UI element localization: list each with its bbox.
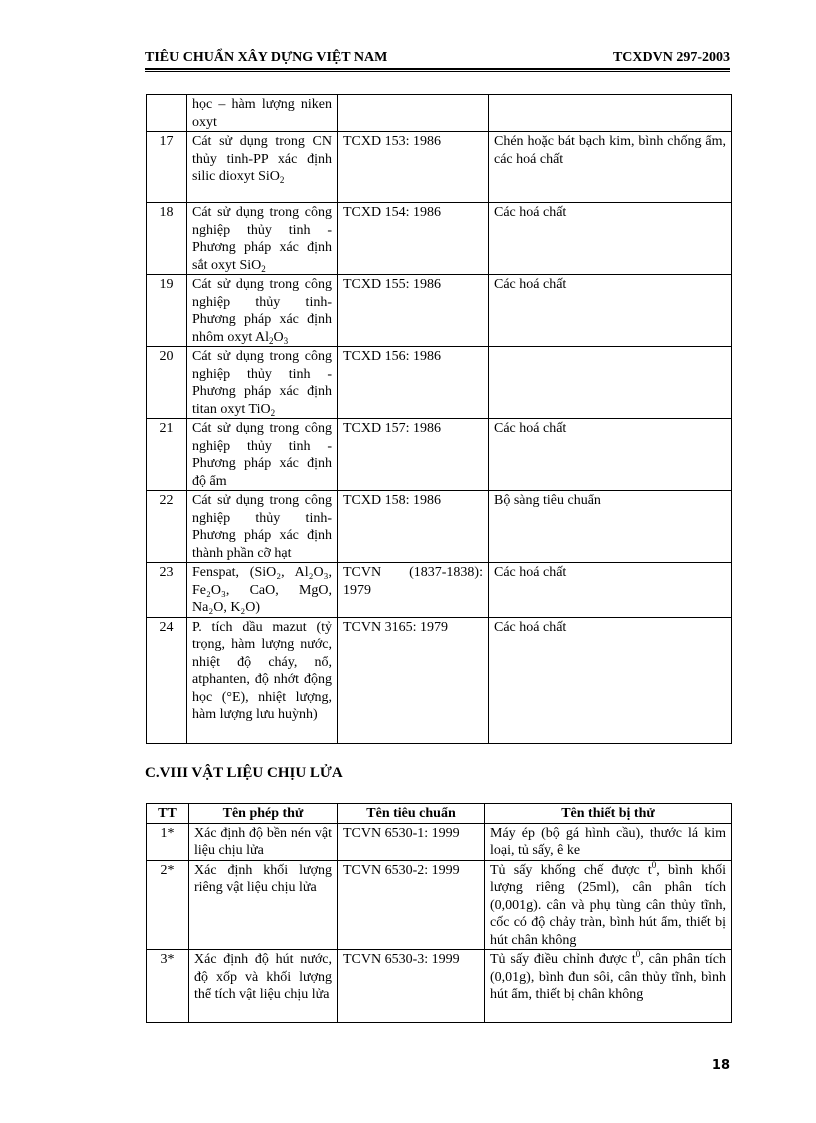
table-row <box>147 347 732 419</box>
standard-name <box>338 95 489 132</box>
column-header-tt: TT <box>147 804 189 824</box>
row-number <box>147 95 187 132</box>
row-number: 3* <box>147 950 189 1023</box>
table-row <box>147 132 732 203</box>
equipment <box>489 347 732 419</box>
equipment: Tủ sấy điều chỉnh được $t^0$, cân phân tích (0,01g), bình đun sôi, cân thủy tĩnh, bình hút ẩm, thiết bị chân không <box>485 950 732 1023</box>
row-number: 22 <box>147 491 187 563</box>
equipment <box>489 95 732 132</box>
test-name: học – hàm lượng niken oxyt <box>187 95 338 132</box>
test-name: Cát sử dụng trong công nghiệp thủy tinh - Phương pháp xác định titan oxyt TiO$_2$ <box>187 347 338 419</box>
equipment: Các hoá chất <box>489 203 732 275</box>
row-number: 24 <box>147 617 187 743</box>
standard-name: TCVN 6530-2: 1999 <box>338 860 485 950</box>
table-row <box>147 95 732 132</box>
equipment: Bộ sàng tiêu chuẩn <box>489 491 732 563</box>
row-number: 17 <box>147 132 187 203</box>
header-code: TCXDVN 297-2003 <box>612 50 730 65</box>
equipment: Các hoá chất <box>489 419 732 491</box>
test-name: Cát sử dụng trong công nghiệp thủy tinh - Phương pháp xác định sắt oxyt SiO$_2$ <box>187 203 338 275</box>
table-row <box>147 823 732 860</box>
test-name: Cát sử dụng trong công nghiệp thủy tinh - Phương pháp xác định độ ẩm <box>187 419 338 491</box>
test-name: Fenspat, (SiO₂, Al₂O₃, Fe₂O₃, CaO, MgO, Na₂O, K₂O) <box>187 563 338 618</box>
header-title: TIÊU CHUẨN XÂY DỰNG VIỆT NAM <box>145 50 388 65</box>
row-number: 1* <box>147 823 189 860</box>
column-header-equipment: Tên thiết bị thử <box>485 804 732 824</box>
table-row <box>147 860 732 950</box>
test-name: Xác định độ bền nén vật liệu chịu lửa <box>189 823 338 860</box>
table-row <box>147 491 732 563</box>
equipment: Các hoá chất <box>489 617 732 743</box>
row-number: 20 <box>147 347 187 419</box>
test-name: Cát sử dụng trong công nghiệp thủy tinh- Phương pháp xác định nhôm oxyt $Al_2O_3$ <box>187 275 338 347</box>
standard-name: TCXD 157: 1986 <box>338 419 489 491</box>
table-row <box>147 617 732 743</box>
page-header <box>145 50 730 68</box>
column-header-test: Tên phép thử <box>189 804 338 824</box>
table-row <box>147 203 732 275</box>
table-row <box>147 950 732 1023</box>
refractory-tests-table <box>146 803 732 1023</box>
standard-name: TCXD 155: 1986 <box>338 275 489 347</box>
row-number: 2* <box>147 860 189 950</box>
section-title: C.VIII VẬT LIỆU CHỊU LỬA <box>145 765 343 781</box>
test-name: Cát sử dụng trong công nghiệp thủy tinh- Phương pháp xác định thành phần cỡ hạt <box>187 491 338 563</box>
equipment: Tủ sấy khống chế được $t^0$, bình khối lượng riêng (25ml), cân phân tích (0,001g). cân và phụ tùng cân thủy tĩnh, cốc có độ chảy tràn, bình hút ẩm, thiết bị hút chân không <box>485 860 732 950</box>
equipment: Chén hoặc bát bạch kim, bình chống ẩm, các hoá chất <box>489 132 732 203</box>
test-name: Xác định độ hút nước, độ xốp và khối lượng thể tích vật liệu chịu lửa <box>189 950 338 1023</box>
standard-name: TCVN 3165: 1979 <box>338 617 489 743</box>
table-row <box>147 275 732 347</box>
table-row <box>147 419 732 491</box>
standard-name: TCXD 158: 1986 <box>338 491 489 563</box>
header-rule-thin <box>145 71 730 72</box>
equipment: Máy ép (bộ gá hình cầu), thước lá kim loại, tủ sấy, ê ke <box>485 823 732 860</box>
test-name: Xác định khối lượng riêng vật liệu chịu lửa <box>189 860 338 950</box>
standard-name: TCVN 6530-1: 1999 <box>338 823 485 860</box>
standard-name: TCVN 6530-3: 1999 <box>338 950 485 1023</box>
test-name: P. tích dầu mazut (tỷ trọng, hàm lượng nước, nhiệt độ cháy, nổ, atphanten, độ nhớt động học (°E), nhiệt lượng, hàm lượng lưu huỳnh) <box>187 617 338 743</box>
test-name: Cát sử dụng trong CN thủy tinh-PP xác định silic dioxyt SiO$_2$ <box>187 132 338 203</box>
row-number: 21 <box>147 419 187 491</box>
column-header-standard: Tên tiêu chuẩn <box>338 804 485 824</box>
equipment: Các hoá chất <box>489 275 732 347</box>
standard-name: TCXD 154: 1986 <box>338 203 489 275</box>
row-number: 18 <box>147 203 187 275</box>
table-header-row <box>147 804 732 824</box>
page-number: 18 <box>711 1058 730 1073</box>
header-rule <box>145 68 730 70</box>
standard-name: TCXD 153: 1986 <box>338 132 489 203</box>
standard-name: TCVN (1837-1838): 1979 <box>338 563 489 618</box>
table-row <box>147 563 732 618</box>
row-number: 19 <box>147 275 187 347</box>
test-methods-table-continued <box>146 94 732 744</box>
row-number: 23 <box>147 563 187 618</box>
standard-name: TCXD 156: 1986 <box>338 347 489 419</box>
equipment: Các hoá chất <box>489 563 732 618</box>
